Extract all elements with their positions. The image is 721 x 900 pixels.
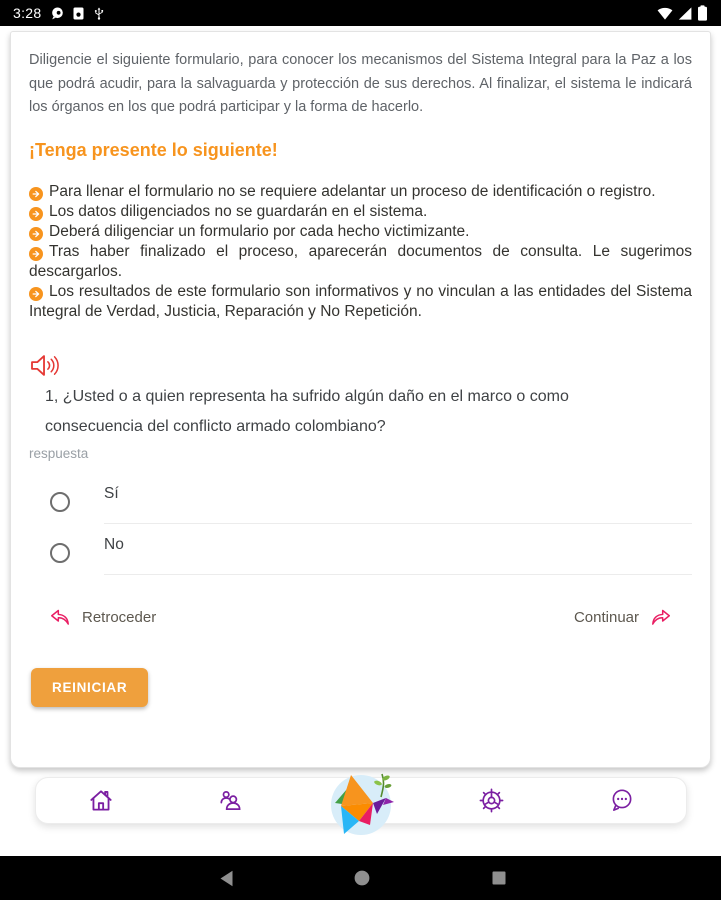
nav-logo-button[interactable]	[296, 778, 426, 823]
recents-square-icon	[492, 871, 506, 885]
notice-item-text: Para llenar el formulario no se requiere adelantar un proceso de identificación o registro.	[49, 182, 656, 200]
home-icon	[87, 787, 115, 815]
arrow-bullet-icon	[29, 227, 43, 241]
battery-icon	[697, 5, 708, 21]
back-arrow-icon	[50, 609, 71, 626]
arrow-bullet-icon	[29, 247, 43, 261]
read-aloud-button[interactable]	[29, 353, 60, 378]
question-text: 1, ¿Usted o a quien representa ha sufrido algún daño en el marco o como consecuencia del conflicto armado colombiano?	[45, 387, 569, 435]
notice-item-text: Deberá diligenciar un formulario por cada hecho victimizante.	[49, 222, 470, 240]
nav-community-button[interactable]	[166, 778, 296, 823]
notice-item	[29, 222, 692, 242]
back-triangle-icon	[219, 870, 234, 887]
wifi-icon	[657, 7, 673, 20]
form-navigation	[29, 609, 692, 626]
notice-item-text: Los resultados de este formulario son informativos y no vinculan a las entidades del Sistema Integral de Verdad, Justicia, Reparación y No Repetición.	[29, 282, 692, 320]
notice-item	[29, 242, 692, 282]
back-button[interactable]	[50, 609, 156, 626]
notice-list	[29, 182, 692, 322]
answer-label: respuesta	[29, 445, 89, 461]
gear-icon	[478, 787, 505, 814]
form-card	[10, 31, 711, 768]
answer-options	[29, 473, 692, 575]
notice-item	[29, 182, 692, 202]
radio-button[interactable]	[50, 492, 70, 512]
radio-option-label: No	[104, 535, 124, 553]
continue-button[interactable]	[574, 609, 671, 626]
android-recents-button[interactable]	[484, 856, 514, 900]
notice-item	[29, 282, 692, 322]
arrow-bullet-icon	[29, 207, 43, 221]
android-back-button[interactable]	[211, 856, 241, 900]
nav-settings-button[interactable]	[426, 778, 556, 823]
clock: 3:28	[13, 5, 42, 21]
radio-option-underline	[104, 473, 692, 524]
notice-item	[29, 202, 692, 222]
status-bar	[0, 0, 721, 26]
notice-item-text: Tras haber finalizado el proceso, aparecerán documentos de consulta. Le sugerimos descargarlos.	[29, 242, 692, 280]
sim-notification-icon	[73, 7, 84, 20]
arrow-bullet-icon	[29, 187, 43, 201]
app-bottom-nav	[35, 777, 687, 824]
android-navigation-bar	[0, 856, 721, 900]
nav-home-button[interactable]	[36, 778, 166, 823]
restart-button[interactable]: REINICIAR	[31, 668, 148, 707]
chat-notification-icon	[51, 7, 64, 20]
notice-title: ¡Tenga presente lo siguiente!	[29, 139, 278, 160]
home-circle-icon	[354, 870, 370, 886]
radio-button[interactable]	[50, 543, 70, 563]
radio-option-row[interactable]	[29, 473, 692, 524]
back-button-label: Retroceder	[82, 608, 157, 626]
notice-item-text: Los datos diligenciados no se guardarán en el sistema.	[49, 202, 428, 220]
people-icon	[217, 787, 245, 815]
continue-button-label: Continuar	[573, 608, 639, 626]
radio-option-label: Sí	[104, 484, 119, 502]
intro-paragraph: Diligencie el siguiente formulario, para conocer los mecanismos del Sistema Integral para la Paz a los que podrá acudir, para la salvaguarda y protección de sus derechos. Al finalizar, el sistema le indicará los órganos en los que podrá participar y la forma de hacerlo.	[29, 52, 692, 115]
radio-option-row[interactable]	[29, 524, 692, 575]
usb-icon	[93, 7, 105, 20]
chat-icon	[608, 787, 635, 814]
android-home-button[interactable]	[347, 856, 377, 900]
arrow-bullet-icon	[29, 287, 43, 301]
speaker-icon	[29, 366, 60, 381]
nav-chat-button[interactable]	[556, 778, 686, 823]
cellular-signal-icon	[678, 7, 692, 20]
peace-bird-logo	[325, 767, 397, 839]
status-left-icons	[51, 7, 105, 20]
continue-arrow-icon	[650, 609, 671, 626]
status-right-icons	[657, 5, 708, 21]
radio-option-underline	[104, 524, 692, 575]
